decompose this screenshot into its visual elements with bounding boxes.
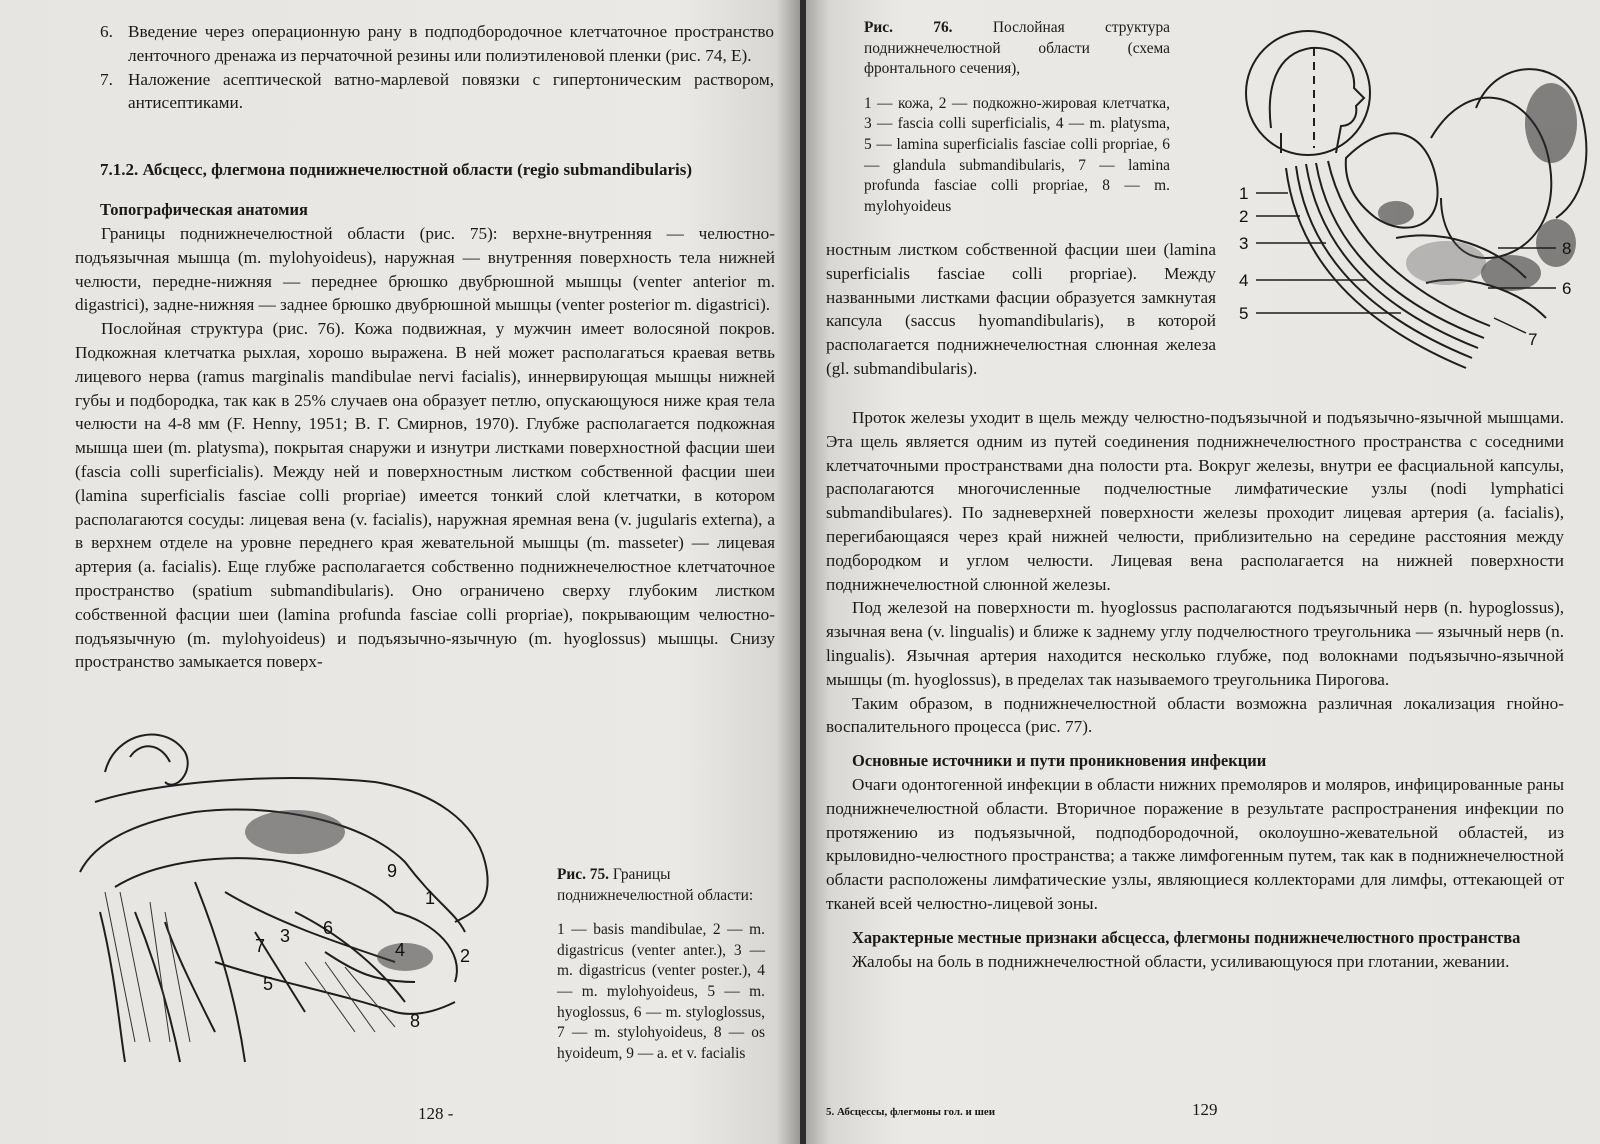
fig76-label: 4 <box>1239 271 1249 290</box>
page-number-left: 128 - <box>418 1104 454 1123</box>
fig76-label: 8 <box>1562 239 1572 258</box>
list-item-text: Введение через операционную рану в подподбородочное клетчаточное пространство ленточного дренажа из перчаточной резины или полиэтиленовой пленки (рис. 74, Е). <box>128 22 774 65</box>
list-item-text: Наложение асептической ватно-марлевой повязки с гипертоническим раствором, антисептиками. <box>128 69 774 113</box>
right-body-text <box>826 406 1564 973</box>
fig75-label: 4 <box>395 940 406 960</box>
list-item-number: 6. <box>100 22 113 41</box>
paragraph: Границы поднижнечелюстной области (рис. 75): верхне-внутренняя — челюстно-подъязычная мышца (m. mylohyoideus), наружная — внутренняя поверхность тела нижней челюсти, передне-нижняя — переднее брюшко двубрюшной мышцы (venter anterior m. digastrici), задне-нижняя — заднее брюшко двубрюшной мышцы (venter posterior m. digastrici). <box>75 224 775 315</box>
running-footer: 5. Абсцессы, флегмоны гол. и шеи <box>826 1106 996 1118</box>
paragraph: Очаги одонтогенной инфекции в области нижних премоляров и моляров, инфицированные раны поднижнечелюстной области. Вторичное поражение в результате распространения инфекции по протяжению из подъязычной, подподбородочной, околоушно-жевательной областей, из крыловидно-челюстного пространства; а также лимфогенным путем, так как в поднижнечелюстной области расположены лимфатические узлы, являющиеся коллекторами для лимфы, оттекающей от тканей всей челюстно-лицевой зоны. <box>826 774 1564 913</box>
right-text-continuation <box>826 238 1216 381</box>
figure-75-title: Рис. 75. <box>557 866 610 883</box>
figure-75-illustration <box>75 712 535 1072</box>
paragraph: Жалобы на боль в поднижнечелюстной области, усиливающуюся при глотании, жевании. <box>852 951 1510 971</box>
paragraph: Проток железы уходит в щель между челюстно-подъязычной и подъязычно-язычной мышцами. Эта щель является одним из путей соединения поднижнечелюстного пространства с соседними клетчаточными пространствами дна полости рта. Вокруг железы, внутри ее фасциальной капсулы, располагаются многочисленные подчелюстные лимфатические узлы (nodi lymphatici submandibulares). По задневерхней поверхности железы проходит лицевая артерия (a. facialis), перегибающаяся через край нижней челюсти, приблизительно на середине расстояния между подбородком и углом челюсти. Лицевая вена располагается на нижней поверхности поднижнечелюстной слюнной железы. <box>826 408 1564 594</box>
fig76-label: 2 <box>1239 207 1249 226</box>
paragraph: ностным листком собственной фасции шеи (lamina superficialis fasciae colli propriae). Между названными листками фасции образуется замкнутая капсула (saccus hyomandibularis), в которой располагается поднижнечелюстная слюнная железа (gl. submandibularis). <box>826 240 1216 378</box>
fig75-label: 7 <box>255 936 266 956</box>
paragraph: Под железой на поверхности m. hyoglossus располагаются подъязычный нерв (n. hypoglossus), язычная вена (v. lingualis) и ближе к заднему углу подчелюстного треугольника — язычный нерв (n. lingualis). Язычная артерия находится несколько глубже, под волокнами подъязычно-язычной мышцы (m. hyoglossus), в пределах так называемого треугольника Пирогова. <box>826 598 1564 689</box>
figure-76-caption <box>864 18 1170 217</box>
paragraph: Таким образом, в поднижнечелюстной области возможна различная локализация гнойно-воспалительного процесса (рис. 77). <box>826 693 1564 737</box>
figure-75-title-text: Границы поднижнечелюстной области: <box>557 866 754 904</box>
fig76-label: 6 <box>1562 279 1572 298</box>
fig76-label: 1 <box>1239 184 1249 203</box>
figure-75-caption <box>557 865 765 1064</box>
left-body-text <box>75 222 775 674</box>
fig75-label: 3 <box>280 926 291 946</box>
fig75-label: 2 <box>460 946 471 966</box>
page-number-right: 129 <box>1192 1100 1218 1119</box>
subheading-local-signs: Характерные местные признаки абсцесса, флегмоны поднижнечелюстного пространства <box>852 927 1521 947</box>
fig76-label: 5 <box>1239 304 1249 323</box>
figure-76-legend: 1 — кожа, 2 — подкожно-жировая клетчатка, 3 — fascia colli superficialis, 4 — m. platysma, 5 — lamina superficialis fasciae colli propriae, 6 — glandula submandibularis, 7 — lamina profunda fasciae colli propriae, 8 — m. mylohyoideus <box>864 94 1170 215</box>
figure-76-title-text: Послойная структура поднижнечелюстной области (схема фронтального сечения), <box>864 19 1170 78</box>
figure-75-legend: 1 — basis mandibulae, 2 — m. digastricus (venter anter.), 3 — m. digastricus (venter poster.), 4 — m. mylohyoideus, 5 — m. hyoglossus, 6 — m. styloglossus, 7 — m. stylohyoideus, 8 — os hyoideum, 9 — a. et v. facialis <box>557 921 765 1062</box>
paragraph: Послойная структура (рис. 76). Кожа подвижная, у мужчин имеет волосяной покров. Подкожная клетчатка рыхлая, хорошо выражена. В ней может располагаться краевая ветвь лицевого нерва (ramus marginalis mandibulae nervi facialis), иннервирующая мышцы нижней губы и подбородка, так как в 25% случаев она образует петлю, опускающуюся ниже края тела челюсти на 4-8 мм (F. Henny, 1951; В. Г. Смирнов, 1970). Глубже располагается подкожная мышца шеи (m. platysma), покрытая снаружи и изнутри листками поверхностной фасции шеи (fascia colli superficialis). Между ней и поверхностным листком собственной фасции шеи (lamina superficialis fasciae colli propriae) имеется тонкий слой клетчатки, в котором располагаются сосуды: лицевая вена (v. facialis), наружная яремная вена (v. jugularis externa), а в верхнем отделе на уровне переднего края жевательной мышцы (m. masseter) — лицевая артерия (a. facialis). Еще глубже располагается собственно поднижнечелюстное клетчаточное пространство (spatium submandibularis). Оно ограничено сверху глубоким листком собственной фасции шеи (lamina profunda fasciae colli propriae), покрывающим челюстно-подъязычную (m. mylohyoideus) и подъязычно-язычную (m. hyoglossus) мышцы. Снизу пространство замыкается поверх- <box>75 319 775 672</box>
fig75-label: 9 <box>387 861 398 881</box>
fig75-label: 5 <box>263 974 274 994</box>
right-page <box>806 0 1600 1144</box>
list-item <box>100 68 774 116</box>
fig75-label: 6 <box>323 918 334 938</box>
fig75-label: 8 <box>410 1011 421 1031</box>
figure-76-title: Рис. 76. <box>864 19 953 36</box>
subheading-topographic-anatomy: Топографическая анатомия <box>100 200 308 219</box>
list-item <box>100 20 774 68</box>
fig76-label: 7 <box>1528 330 1538 349</box>
list-item-number: 7. <box>100 69 113 89</box>
fig75-label: 1 <box>425 888 436 908</box>
figure-76-illustration <box>1226 18 1600 388</box>
procedure-list <box>100 20 774 115</box>
fig76-label: 3 <box>1239 234 1249 253</box>
section-heading: 7.1.2. Абсцесс, флегмона поднижнечелюстной области (regio submandibularis) <box>100 160 693 179</box>
subheading-infection-sources: Основные источники и пути проникновения инфекции <box>852 751 1267 771</box>
